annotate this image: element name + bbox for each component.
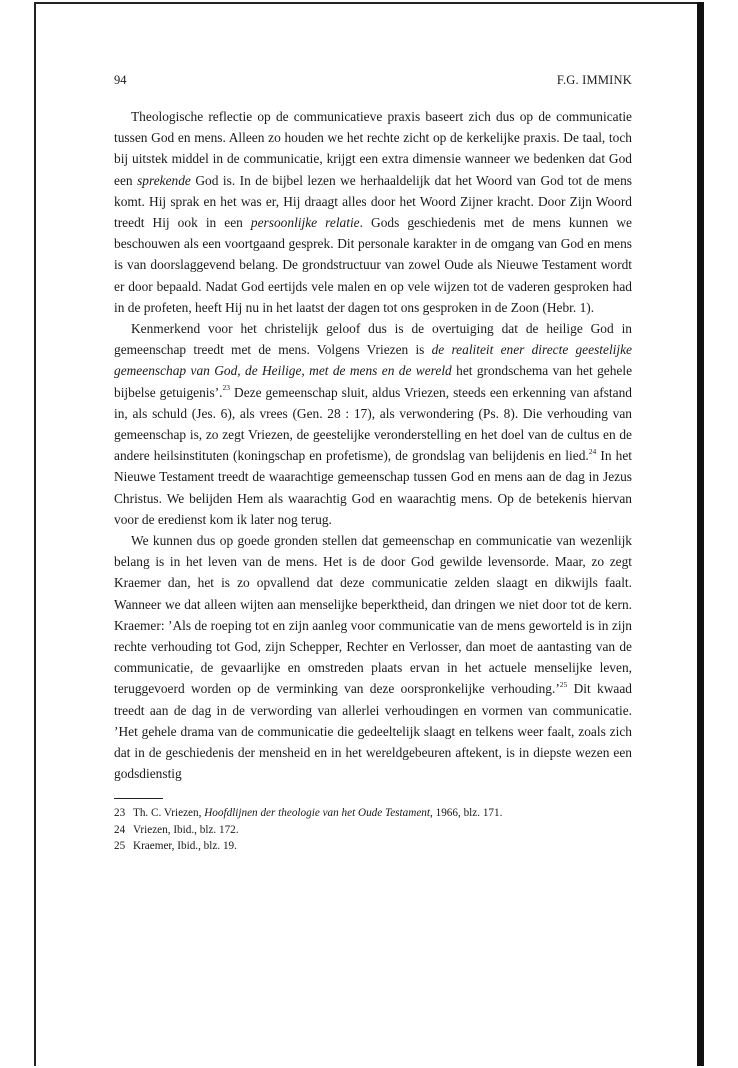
text-run: God is. In de bijbel lezen we herhaaldelijk dat het Woord van God tot de mens komt. Hij sprak en het was er, Hij draagt alles door het Woord Zijner kracht. Door Zijn Woord treedt Hij ook in een — [114, 172, 633, 231]
footnote-ref: 23 — [222, 383, 231, 393]
footnote — [114, 838, 632, 855]
footnote-number: 25 — [114, 840, 126, 853]
paragraph — [114, 530, 632, 784]
footnote-text: Th. C. Vriezen, — [133, 807, 205, 819]
footnote-text: Vriezen, Ibid., blz. 172. — [133, 823, 239, 836]
footnote-number: 24 — [114, 823, 126, 836]
footnote-rule — [114, 798, 163, 799]
scan-border-right — [697, 2, 704, 1066]
footnote-ref: 24 — [588, 446, 597, 456]
paragraph — [114, 106, 632, 318]
footnote-title: Hoofdlijnen der theologie van het Oude Testament — [204, 807, 430, 819]
scan-border-top — [34, 2, 704, 4]
italic-text: sprekende — [137, 172, 191, 188]
text-run: Dit kwaad treedt aan de dag in de verwording van allerlei verhoudingen en vormen van communicatie. ’Het gehele drama van de communicatie die gedeeltelijk slaagt en telkens weer faalt, zoals zich dat in de geschiedenis der mensheid en in het wereldgebeuren aftekent, is in diepste wezen een godsdienstig — [114, 681, 632, 782]
page-number: 94 — [114, 73, 127, 87]
text-run: Theologische reflectie op de communicatieve praxis baseert zich dus op de communicatie tussen God en mens. Alleen zo houden we het rechte zicht op de kerkelijke praxis. De taal, toch bij uitstek middel in de communicatie, krijgt een extra dimensie wanneer we bedenken dat God een — [114, 109, 632, 188]
text-run: Deze gemeenschap sluit, aldus Vriezen, steeds een erkenning van afstand in, als schuld (Jes. 6), als vrees (Gen. 28 : 17), als verwondering (Ps. 8). Die verhouding van gemeenschap is, zo zegt Vriezen, de geestelijke veronderstelling en het doel van de cultus en de andere heilsinstituten (koningschap en profetisme), de grondslag van belijdenis en lied. — [114, 384, 632, 464]
footnotes — [114, 805, 632, 855]
text-run: het grondschema van het gehele bijbelse getuigenis’. — [114, 363, 633, 400]
footnote-text: , 1966, blz. 171. — [430, 807, 503, 819]
text-run: . Gods geschiedenis met de mens kunnen we beschouwen als een voortgaand gesprek. Dit personale karakter in de omgang van God en mens is van doorslaggevend belang. De grondstructuur van zowel Oude als Nieuwe Testament wordt er door bepaald. Nadat God eertijds vele malen en op vele wijzen tot de vaderen gesproken had in de profeten, heeft Hij nu in het laatst der dagen tot ons gesproken in de Zoon (Hebr. 1). — [114, 215, 633, 315]
italic-text: de realiteit ener directe geestelijke gemeenschap van God, de Heilige, met de mens en de wereld — [114, 342, 632, 379]
footnote — [114, 822, 632, 839]
footnote-ref: 25 — [559, 680, 568, 690]
scan-border-left — [34, 2, 36, 1066]
footnote — [114, 805, 632, 822]
text-run: In het Nieuwe Testament treedt de waarachtige gemeenschap tussen God en mens aan de dag in Jezus Christus. We belijden Hem als waarachtig God en waarachtig mens. Op de betekenis hiervan voor de eredienst kom ik later nog terug. — [114, 448, 632, 527]
footnote-text: Kraemer, Ibid., blz. 19. — [133, 840, 237, 853]
page-header — [114, 73, 632, 91]
footnote-number: 23 — [114, 807, 126, 819]
italic-text: persoonlijke relatie — [250, 215, 360, 231]
text-run: We kunnen dus op goede gronden stellen dat gemeenschap en communicatie van wezenlijk belang is in het leven van de mens. Het is de door God gewilde levensorde. Maar, zo zegt Kraemer dan, het is zo opvallend dat deze communicatie zelden slaagt en dikwijls faalt. Wanneer we dat alleen wijten aan menselijke beperktheid, dan dringen we niet door tot de kern. Kraemer: ’Als de roeping tot en zijn aanleg voor communicatie van de mens geworteld is in zijn rechte verhouding tot God, zijn Schepper, Rechter en Verlosser, dan moet de aantasting van de communicatie, de gevaarlijke en omstreden plaats ervan in het actuele menselijke leven, teruggevoerd worden op de verminking van deze oorspronkelijke verhouding.’ — [114, 533, 632, 697]
text-run: Kenmerkend voor het christelijk geloof dus is de overtuiging dat de heilige God in gemeenschap treedt met de mens. Volgens Vriezen is — [114, 321, 632, 358]
paragraph — [114, 318, 632, 530]
running-head: F.G. IMMINK — [556, 73, 632, 87]
body-text — [114, 106, 632, 785]
